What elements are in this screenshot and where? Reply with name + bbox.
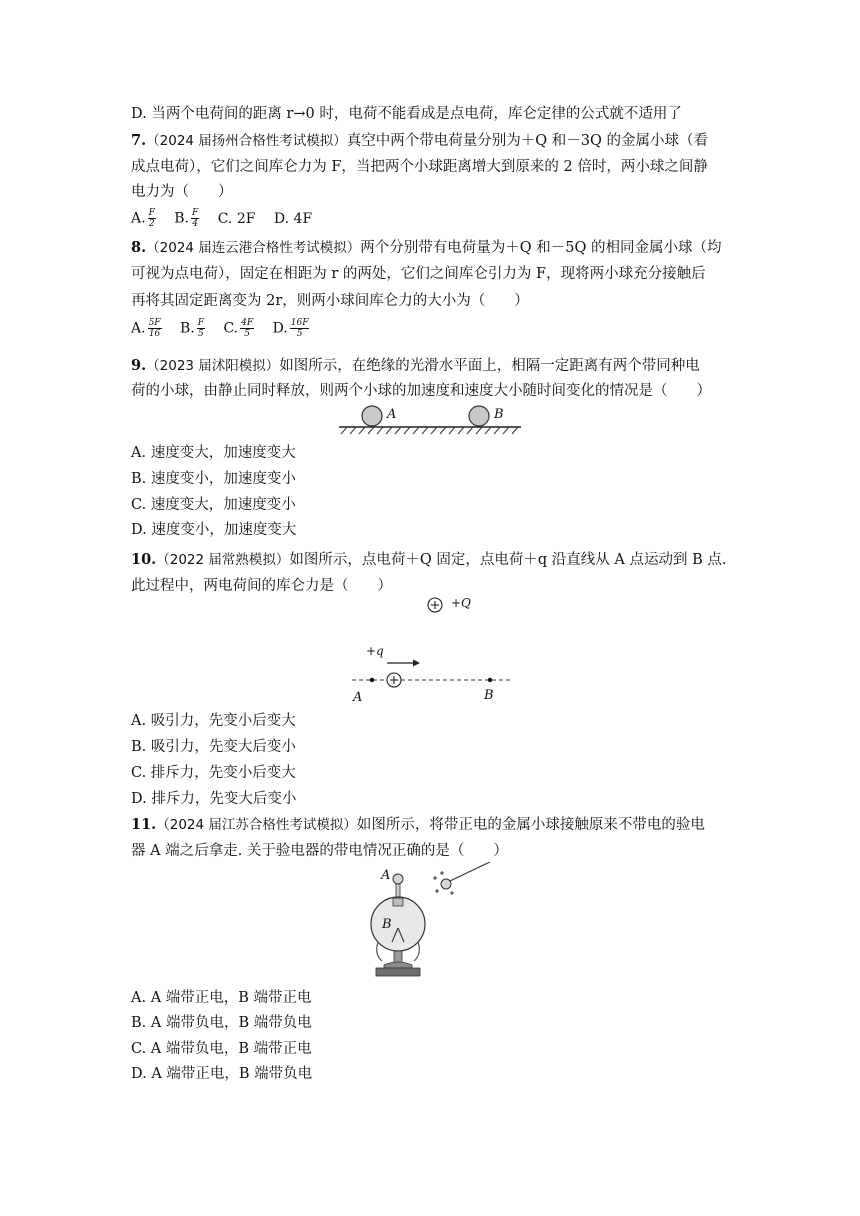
- question-number: 8.: [131, 239, 147, 256]
- stand-base: [376, 968, 420, 976]
- stand-neck: [384, 962, 412, 968]
- label-b: B: [382, 917, 392, 932]
- question-source: （2024 届江苏合格性考试模拟）: [156, 817, 357, 833]
- question-10-option-b: B. 吸引力，先变大后变小: [131, 739, 296, 755]
- question-number: 11.: [131, 816, 157, 833]
- question-9-option-b: B. 速度变小，加速度变小: [131, 471, 296, 487]
- option-a: A. $\frac{5F}{16}$: [131, 318, 161, 339]
- question-text: 如图所示，将带正电的金属小球接触原来不带电的验电: [356, 817, 705, 833]
- point-b-dot: [488, 678, 492, 682]
- question-source: （2022 届常熟模拟）: [156, 552, 290, 568]
- question-10-option-d: D. 排斥力，先变大后变小: [131, 791, 297, 807]
- question-9-option-d: D. 速度变小，加速度变大: [131, 522, 297, 538]
- question-9-option-a: A. 速度变大，加速度变大: [131, 445, 296, 461]
- question-text: 如图所示，在绝缘的光滑水平面上，相隔一定距离有两个带同种电: [279, 358, 700, 374]
- question-text: 真空中两个带电荷量分别为＋Q 和－3Q 的金属小球（看: [346, 133, 709, 149]
- stand-post: [394, 951, 402, 963]
- option-d: D. $\frac{16F}{5}$: [272, 318, 309, 339]
- fixed-charge-label: +Q: [451, 596, 471, 610]
- moving-charge-symbol: [387, 673, 401, 687]
- arrow-right-icon: [387, 660, 420, 667]
- question-8-line-2: 可视为点电荷），固定在相距为 r 的两处，它们之间库仑引力为 F，现将两小球充分接触后: [131, 266, 706, 282]
- point-a-dot: [370, 678, 374, 682]
- question-source: （2024 届连云港合格性考试模拟）: [146, 240, 361, 256]
- moving-charge-label: +q: [366, 644, 384, 658]
- electroscope-top-ball: [393, 874, 403, 884]
- question-text: 两个分别带有电荷量为＋Q 和－5Q 的相同金属小球（均: [360, 240, 722, 256]
- question-10-line-2: 此过程中，两电荷间的库仑力是（ ）: [131, 578, 392, 594]
- option-c: C. $\frac{4F}{5}$: [223, 318, 254, 339]
- question-9-line-1: [131, 356, 700, 376]
- question-11-line-2: 器 A 端之后拿走. 关于验电器的带电情况正确的是（ ）: [131, 843, 508, 859]
- fixed-charge-symbol: [428, 598, 442, 612]
- question-7-line-2: 成点电荷），它们之间库仑力为 F，当把两个小球距离增大到原来的 2 倍时，两小球之间静: [131, 159, 708, 175]
- figure-point-charges: [340, 592, 530, 710]
- option-b: B. $\frac{F}{5}$: [180, 318, 204, 339]
- question-number: 7.: [131, 132, 147, 149]
- question-8-line-3: 再将其固定距离变为 2r，则两小球间库仑力的大小为（ ）: [131, 293, 529, 309]
- question-11-option-a: A. A 端带正电，B 端带正电: [131, 990, 312, 1006]
- question-10-line-1: [131, 550, 726, 570]
- option-c: C. 2F: [217, 210, 256, 227]
- ball-a: [362, 406, 382, 426]
- question-source: （2024 届扬州合格性考试模拟）: [146, 133, 347, 149]
- point-b-label: B: [484, 688, 494, 703]
- question-text: 如图所示，点电荷＋Q 固定，点电荷＋q 沿直线从 A 点运动到 B 点.: [289, 552, 727, 568]
- figure-electroscope: [362, 862, 514, 984]
- question-11-option-b: B. A 端带负电，B 端带负电: [131, 1015, 312, 1031]
- figure-balls-on-surface: [335, 402, 525, 438]
- ball-b-label: B: [494, 407, 504, 422]
- question-8-line-1: [131, 238, 722, 258]
- ground-hatching: [341, 427, 518, 434]
- question-8-options: [131, 318, 309, 339]
- ball-b: [469, 406, 489, 426]
- q6-option-d: D. 当两个电荷间的距离 r→0 时，电荷不能看成是点电荷，库仑定律的公式就不适用了: [131, 106, 682, 122]
- question-number: 9.: [131, 357, 147, 374]
- question-10-option-a: A. 吸引力，先变小后变大: [131, 713, 296, 729]
- question-7-line-1: [131, 131, 708, 151]
- question-11-option-c: C. A 端带负电，B 端带正电: [131, 1041, 312, 1057]
- option-b: B. $\frac{F}{4}$: [174, 208, 199, 229]
- question-number: 10.: [131, 551, 157, 568]
- question-9-option-c: C. 速度变大，加速度变小: [131, 497, 296, 513]
- question-source: （2023 届沭阳模拟）: [146, 358, 280, 374]
- question-7-options: [131, 208, 312, 229]
- question-11-option-d: D. A 端带正电，B 端带负电: [131, 1066, 313, 1082]
- charged-ball: [441, 879, 451, 889]
- question-11-line-1: [131, 815, 705, 835]
- insulating-handle: [450, 862, 494, 881]
- point-a-label: A: [353, 690, 363, 705]
- question-9-line-2: 荷的小球，由静止同时释放，则两个小球的加速度和速度大小随时间变化的情况是（ ）: [131, 383, 711, 399]
- option-d: D. 4F: [273, 210, 313, 227]
- option-a: A. $\frac{F}{2}$: [131, 208, 155, 229]
- question-10-option-c: C. 排斥力，先变小后变大: [131, 765, 296, 781]
- insulating-plug: [393, 898, 403, 906]
- question-7-line-3: 电力为（ ）: [131, 184, 233, 200]
- label-a: A: [381, 868, 391, 883]
- ball-a-label: A: [387, 407, 397, 422]
